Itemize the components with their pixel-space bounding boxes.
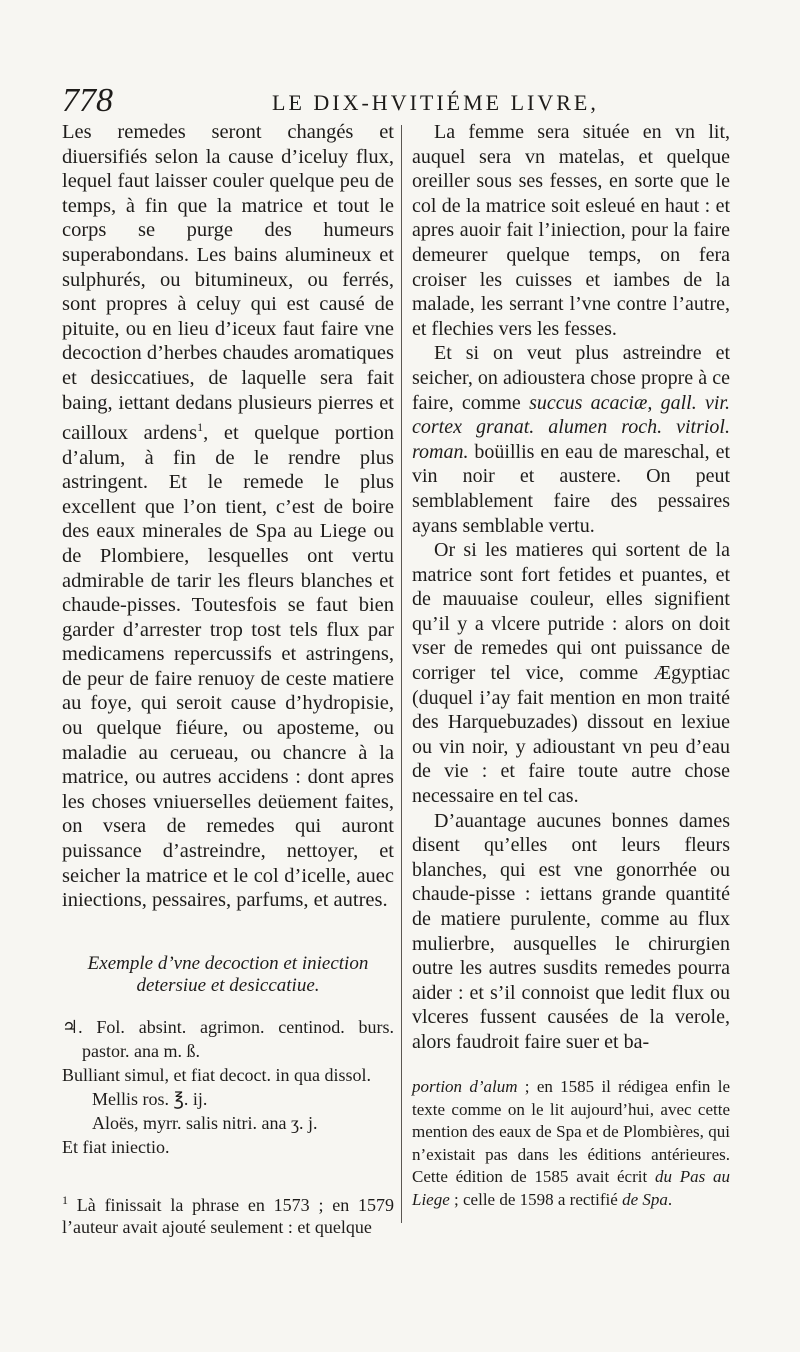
right-paragraph <box>412 341 730 538</box>
footnote-text-c: . <box>667 1189 673 1209</box>
footnote-left <box>62 1189 394 1238</box>
left-text-part1: Les remedes seront changés et diuersifiés selon la cause d’iceluy flux, lequel faut laisser couler quelque peu de temps, à fin que la matrice et tout le corps se purge des humeurs superabondans. Les bains alumineux et sulphurés, ou bitumineux, ou ferrés, sont propres à celuy qui est causé de pituite, ou en lieu d’iceux faut faire vne decoction d’herbes chaudes aromatiques et desiccatiues, de laquelle sera fait baing, iettant dedans plusieurs pierres et cailloux ardens <box>62 121 394 444</box>
recipe-line: Mellis ros. ℥. ij. <box>92 1088 208 1109</box>
footnote-italic: portion d’alum <box>412 1077 518 1096</box>
para2-text-b: boüillis en eau de mareschal, et vin noir et austere. On peut semblablement faire des pessaires ayans semblable vertu. <box>412 440 730 537</box>
column-divider <box>401 125 402 1223</box>
footnote-right <box>412 1076 730 1211</box>
recipe-line: Aloës, myrr. salis nitri. ana ʒ. j. <box>92 1112 318 1133</box>
footnote-text: Là finissait la phrase en 1573 ; en 1579 l’auteur avait ajouté seulement : et quelque <box>62 1194 395 1237</box>
recipe-line: Bulliant simul, et fiat decoct. in qua dissol. <box>62 1064 371 1085</box>
right-paragraph: Or si les matieres qui sortent de la matrice sont fort fetides et puantes, et de mauuaise couleur, elles signifient qu’il y a vlcere putride : alors on doit vser de remedes qui ont puissance de corriger tel vice, comme Ægyptiac (duquel i’ay fait mention en mon traité des Harquebuzades) dissout en lexiue ou vin noir, y adioustant vn peu d’eau de vie : et faire toute autre chose necessaire en tel cas. <box>412 539 730 808</box>
note-reference: 1 <box>197 420 204 435</box>
left-text-part2: , et quelque portion d’alum, à fin de le rendre plus astringent. Et le remede le plus excellent que l’on tient, c’est de boire des eaux minerales de Spa au Liege ou de Plombiere, lesquelles ont vertu admirable de tarir les fleurs blanches et chaude-pisses. Toutesfois se faut bien garder d’arrester trop tost tels flux par medicamens repercussifs et astringens, de peur de faire renuoy de ceste matiere au foye, qui seroit cause d’hydropisie, ou quelque fiéure, ou aposteme, ou maladie au cerueau, ou chancre à la matrice, ou autres accidens : dont apres les choses vniuerselles deüement faites, on vsera de remedes qui auront puissance d’astreindre, nettoyer, et seicher la matrice et le col d’icelle, auec iniections, pessaires, parfums, et autres. <box>62 421 395 912</box>
right-paragraph: La femme sera située en vn lit, auquel sera vn matelas, et quelque oreiller sous ses fesses, en sorte que le col de la matrice soit esleué en haut : et apres auoir fait l’iniection, pour la faire demeurer quelque temps, on fera croiser les cuisses et iambes de la malade, les serrant l’vne contre l’autre, et flechies vers les fesses. <box>412 121 730 340</box>
page-number: 778 <box>62 82 113 119</box>
left-main-paragraph <box>62 120 394 913</box>
footnote-italic: de Spa <box>622 1189 668 1209</box>
page-header <box>62 82 742 122</box>
footnote-text-b: ; celle de 1598 a rectifié <box>449 1189 623 1209</box>
right-paragraph: D’auantage aucunes bonnes dames disent qu’elles ont leurs fleurs blanches, qui est vne gonorrhée ou chaude-pisse : iettans grande quantité de matiere purulente, comme au flux mulierbre, ausquelles le chirurgien outre les autres susdits remedes pourra aider : et s’il connoist que ledit flux ou vlceres fussent causées de la verole, alors faudroit faire suer et ba- <box>412 809 730 1053</box>
recipe-line: ♃. Fol. absint. agrimon. centinod. burs. pastor. ana m. ß. <box>62 1016 394 1061</box>
footnote-mark: 1 <box>62 1192 68 1207</box>
footnote-italic: du Pas au Liege <box>412 1167 730 1209</box>
latin-ingredients: succus acaciæ, gall. vir. cortex granat. alumen roch. vitriol. roman. <box>412 391 730 463</box>
footnote-text-a: ; en 1585 il rédigea enfin le texte comme on le lit aujourd’hui, avec cette mention des eaux de Spa et de Plombières, qui n’existait pas dans les éditions antérieures. Cette édition de 1585 avait écrit <box>412 1077 730 1186</box>
recipe-line: Et fiat iniectio. <box>62 1136 170 1157</box>
recipe-title: Exemple d’vne decoction et iniection detersiue et desiccatiue. <box>87 952 369 996</box>
para2-text-a: Et si on veut plus astreindre et seicher, on adioustera chose propre à ce faire, comme <box>412 342 730 414</box>
left-column <box>62 120 394 1256</box>
running-head: LE DIX-HVITIÉME LIVRE, <box>272 90 599 115</box>
right-column <box>412 120 730 1055</box>
